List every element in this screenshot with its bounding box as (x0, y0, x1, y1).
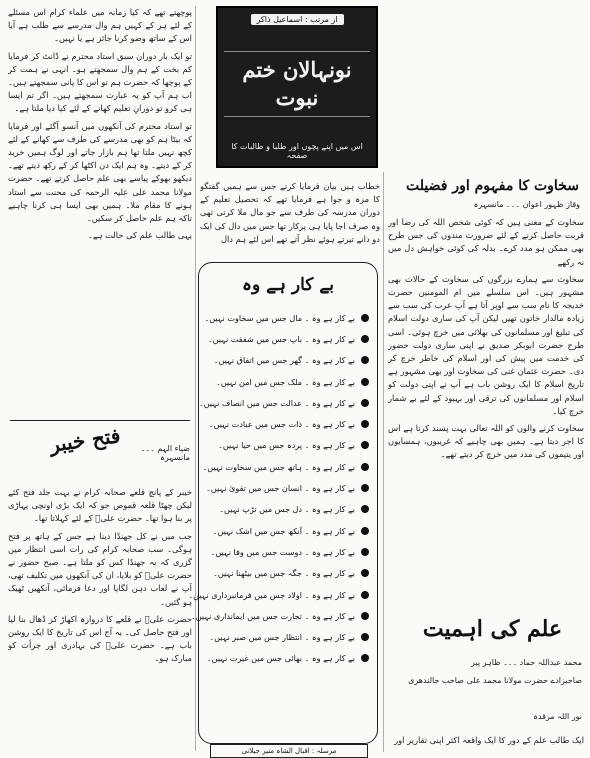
list-item: بے کار ہے وہ ۔ پردہ جس میں حیا نہیں۔ (207, 435, 369, 456)
useless-list (188, 307, 369, 669)
knowledge-title: علم کی اہمیت (422, 616, 563, 642)
useless-list-box (188, 262, 378, 744)
generosity-paragraph: سخاوت سے ہمارے بزرگوں کی سخاوت کے حالات بھی مشہور ہیں۔ اس سلسلے میں ام المومنین حضرت خدیجہ کا نام سب سے اوپر آتا ہے آپ عرب کی سب سے زیادہ مالدار خاتون تھیں لیکن آپ کی ساری دولت اسلام کی تبلیغ اور مسلمانوں کی بھلائی میں خرچ ہوئی۔ اسی طرح حضرت ابوبکر صدیق نے اپنی ساری دولت حضور کی خدمت میں پیش کی اور اسلام کی خاطر خرچ کر دی۔ حضرت عثمان غنی کی سخاوت اور بھی مشہور ہے تاریخ اسلام کا ایک روشن باب ہے آپ نے اپنی دولت کو اسلام اور مسلمانوں کی ترقی اور بہبود کے لئے بے شمار خرچ کیا۔ (388, 273, 584, 416)
bullet-icon (361, 633, 369, 641)
khyber-paragraph: خیبر کے پانچ قلعے صحابہ کرام نے بہت جلد فتح کئے لیکن چھٹا قلعہ قموص جو کہ ایک بڑی اونچی پہاڑی پر بنا ہوا تھا۔ حضرت علیؓ کے لئے کہلاتا تھا۔ (8, 487, 192, 524)
bullet-icon (361, 399, 369, 407)
list-title: بے کار ہے وہ (241, 275, 335, 295)
khyber-title: فتح خیبر (48, 423, 122, 457)
list-item: بے کار ہے وہ ۔ باپ جس میں شفقت نہیں۔ (207, 328, 369, 349)
bullet-icon (361, 314, 369, 322)
generosity-title: سخاوت کا مفہوم اور فضیلت (406, 178, 579, 194)
left-paragraph: تو استاد محترم کی آنکھوں میں آنسو آگئے اور فرمایا کہ بیٹا ہم کو بھی مدرسے کی طرف سے کھانے کے لئے کچھ نہیں ملتا تھا ہم بازار جاتے اور لوگ ہمیں خرید کر کے دیتے۔ وہ ہم ایک دن اکٹھا کر کے رکھ دیتے تھے۔ دیکھو بھوکے پیاسے بھی علم حاصل کرتے تھے۔ حضرت مولانا محمد علی علیہ الرحمہ کی محنت سے استاد ہونے کا مقام ملا۔ ہمیں بھی ایسا ہی کرنا چاہیے تاکہ ہم علم حاصل کر سکیں۔ (8, 120, 192, 224)
left-column-text (8, 6, 192, 410)
bullet-icon (361, 356, 369, 364)
bullet-icon (361, 612, 369, 620)
left-paragraph: پوچھتے تھے کہ کیا زمانہ میں علماء کرام اس مسئلے کے لئے ہر کے کہیں ہم وال مدرسے سے طلب ہے آیا اس کے ساتھ وضو کرنا جائز ہے یا نہیں۔ (8, 7, 192, 44)
khyber-byline: ضیاء الہم ۔۔۔ مانسہرہ (140, 444, 190, 462)
list-item: بے کار ہے وہ ۔ ملک جس میں امن نہیں۔ (207, 371, 369, 392)
bullet-icon (361, 463, 369, 471)
list-item: بے کار ہے وہ ۔ انتظار جس میں صبر نہیں۔ (207, 626, 369, 647)
bullet-icon (361, 505, 369, 513)
list-item: بے کار ہے وہ ۔ دوست جس میں وفا نہیں۔ (207, 541, 369, 562)
list-item: بے کار ہے وہ ۔ بھائی جس میں غیرت نہیں۔ (207, 648, 369, 669)
generosity-body (388, 216, 584, 596)
generosity-paragraph: سخاوت کے معنی ہیں کہ کوئی شخص اللہ کی رضا اور قربت حاصل کرنے کے لئے ضرورت مندوں کی جس طرح بھی ممکن ہو مدد کرے۔ بدلہ کی کوئی خواہش دل میں نہ رکھے (388, 217, 584, 267)
list-item: بے کار ہے وہ ۔ آنکھ جس میں اشک نہیں۔ (207, 520, 369, 541)
bullet-icon (361, 591, 369, 599)
center-top-text: خطاب ہیں بیان فرمایا کرتے جس سے ہمیں گفتگو کا مزہ و جوا ہے فرمایا تھے کہ تحصیل تعلیم کے دوران مدرسہ کی طرف سے جو مال ملا کرتی تھی وہ صرف اجا پایا ہی پرکار تھا جس میں دال کی ایک دو دانے تیرتے ہوئے نظر آتے تھے اس لئے ہم دال (200, 181, 380, 244)
bullet-icon (361, 548, 369, 556)
list-item: بے کار ہے وہ ۔ تجارت جس میں ایمانداری نہیں۔ (207, 605, 369, 626)
children-page-header (216, 6, 378, 168)
column-divider (383, 172, 384, 752)
bullet-icon (361, 441, 369, 449)
bullet-icon (361, 484, 369, 492)
generosity-byline: وقاز ظہور اعوان ۔۔۔ مانسہرہ (473, 200, 580, 209)
knowledge-byline-3: نور اللہ مرقدہ (533, 712, 582, 721)
header-strip: از مرتب : اسماعیل ذاکر (251, 14, 344, 25)
list-item: بے کار ہے وہ ۔ گھر جس میں اتفاق نہیں۔ (207, 350, 369, 371)
bullet-icon (361, 335, 369, 343)
bullet-icon (361, 527, 369, 535)
list-item: بے کار ہے وہ ۔ ذات جس میں عبادت نہیں۔ (207, 413, 369, 434)
column-divider (10, 420, 190, 421)
knowledge-text: ایک طالب علم کے دور کا ایک واقعہ اکثر اپنی تقاریر اور (394, 735, 584, 745)
bullet-icon (361, 654, 369, 662)
list-item: بے کار ہے وہ ۔ عدالت جس میں انصاف نہیں۔ (207, 392, 369, 413)
list-item: بے کار ہے وہ ۔ دل جس میں تڑپ نہیں۔ (207, 499, 369, 520)
generosity-paragraph: سخاوت کرنے والوں کو اللہ تعالی بہت پسند کرتا ہے اس کا اجر دیتا ہے۔ ہمیں بھی چاہیے کہ غریبوں، ہمسایوں اور یتیموں کی مدد میں خرچ کر دیتے تھے۔ (388, 423, 584, 460)
khyber-paragraph: جب میں نے کل جھنڈا دینا ہے جس کے ہاتھ پر فتح ہوگی۔ سب صحابہ کرام کی رات اسی انتظار میں گزری کہ یہ جھنڈا کس کو ملتا ہے۔ صبح حضور نے حضرت علیؓ کو بلایا، ان کی آنکھوں میں تکلیف تھی، آپ نے لعاب دہن لگایا اور دعا فرمائی، آنکھیں ٹھیک ہو گئیں۔ (8, 530, 192, 607)
bullet-icon (361, 378, 369, 386)
left-paragraph: یہی طالب علم کی حالت ہے۔ (87, 230, 192, 241)
bullet-icon (361, 420, 369, 428)
column-divider (195, 6, 196, 751)
list-footer: مرسلہ : اقبال الشاہ منیر جیلانی (210, 744, 368, 758)
list-item: بے کار ہے وہ ۔ مال جس میں سخاوت نہیں۔ (207, 307, 369, 328)
list-item: بے کار ہے وہ ۔ اولاد جس میں فرمانبرداری نہیں۔ (207, 584, 369, 605)
knowledge-byline-2: صاحبزادے حضرت مولانا محمد علی صاحب جالندھری (408, 676, 582, 685)
list-item: بے کار ہے وہ ۔ ہاتھ جس میں سخاوت نہیں۔ (207, 456, 369, 477)
list-item: بے کار ہے وہ ۔ جگہ جس میں بیٹھنا نہیں۔ (207, 563, 369, 584)
header-subtitle: اس میں اپنے پچوں اور طلبا و طالبات کا صفحہ (231, 142, 363, 160)
khyber-paragraph: حضرت علیؓ نے قلعے کا دروازہ اکھاڑ کر ڈھال بنا لیا اور فتح حاصل کی۔ یہ آج اس کی تاریخ کا ایک روشن باب ہے۔ حضرت علیؓ کی بہادری اور جرأت کو مبارک ہو۔ (8, 613, 192, 664)
list-item: بے کار ہے وہ ۔ انسان جس میں تقویٰ نہیں۔ (207, 477, 369, 498)
header-title: نونہالان ختم نبوت (224, 51, 370, 117)
bullet-icon (361, 569, 369, 577)
khyber-body (8, 486, 192, 752)
knowledge-byline-1: محمد عبداللہ حماد ۔۔۔ ظاہر پیر (471, 658, 582, 667)
left-paragraph: تو ایک بار دوران سبق استاد محترم نے ڈانٹ کر فرمایا کم بخت کے ہم وال سمجھتے ہو۔ انہی نے ہمت کر کے پوچھا کہ حضرت ہم تو اس کا پانی سمجھتے ہیں۔ اب ہم آپ کو یہ عبارت سمجھتے ہیں۔ اگر تم ایسا ہی کرو تو دورانِ تعلیم کھانے کے لئے کیا دیا ملتا ہے۔ (8, 50, 192, 114)
